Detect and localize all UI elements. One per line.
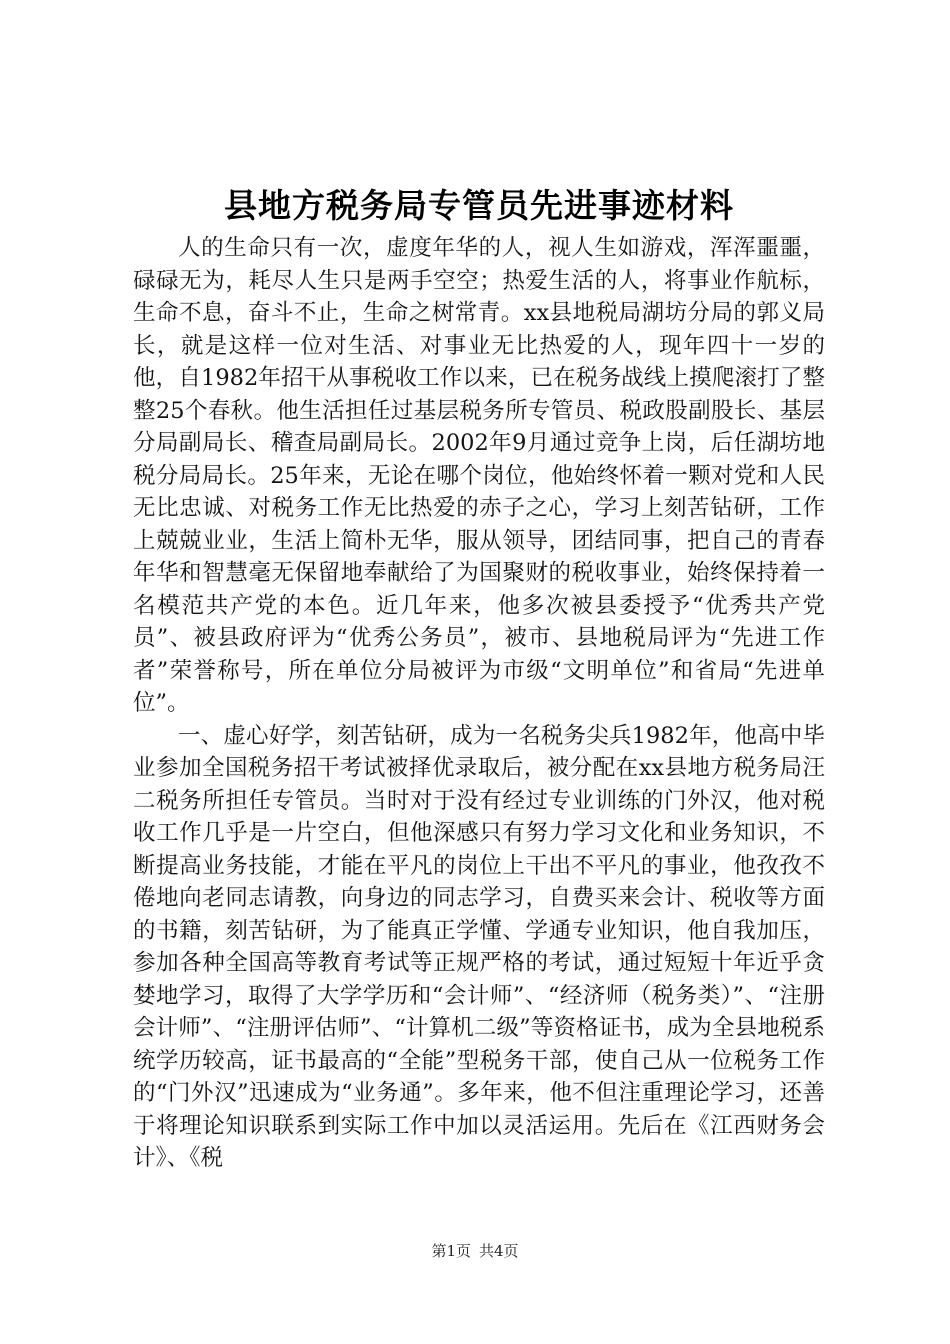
document-body	[133, 232, 825, 1175]
page-total: 共4页	[479, 1242, 519, 1260]
paragraph-intro: 人的生命只有一次，虚度年华的人，视人生如游戏，浑浑噩噩，碌碌无为，耗尽人生只是两手空空；热爱生活的人，将事业作航标，生命不息，奋斗不止，生命之树常青。xx县地税局湖坊分局的郭义局长，就是这样一位对生活、对事业无比热爱的人，现年四十一岁的他，自1982年招干从事税收工作以来，已在税务战线上摸爬滚打了整整25个春秋。他生活担任过基层税务所专管员、税政股副股长、基层分局副局长、稽查局副局长。2002年9月通过竞争上岗，后任湖坊地税分局局长。25年来，无论在哪个岗位，他始终怀着一颗对党和人民无比忠诚、对税务工作无比热爱的赤子之心，学习上刻苦钻研，工作上兢兢业业，生活上简朴无华，服从领导，团结同事，把自己的青春年华和智慧毫无保留地奉献给了为国聚财的税收事业，始终保持着一名模范共产党的本色。近几年来，他多次被县委授予“优秀共产党员”、被县政府评为“优秀公务员”，被市、县地税局评为“先进工作者”荣誉称号，所在单位分局被评为市级“文明单位”和省局“先进单位”。	[133, 235, 825, 716]
page-number: 第1页	[431, 1242, 471, 1260]
page-footer	[0, 1240, 950, 1262]
paragraph-section-one: 一、虚心好学，刻苦钻研，成为一名税务尖兵1982年，他高中毕业参加全国税务招干考试被择优录取后，被分配在xx县地方税务局汪二税务所担任专管员。当时对于没有经过专业训练的门外汉，他对税收工作几乎是一片空白，但他深感只有努力学习文化和业务知识，不断提高业务技能，才能在平凡的岗位上干出不平凡的事业，他孜孜不倦地向老同志请教，向身边的同志学习，自费买来会计、税收等方面的书籍，刻苦钻研，为了能真正学懂、学通专业知识，他自我加压，参加各种全国高等教育考试等正规严格的考试，通过短短十年近乎贪婪地学习，取得了大学学历和“会计师”、“经济师（税务类）”、“注册会计师”、“注册评估师”、“计算机二级”等资格证书，成为全县地税系统学历较高，证书最高的“全能”型税务干部，使自己从一位税务工作的“门外汉”迅速成为“业务通”。多年来，他不但注重理论学习，还善于将理论知识联系到实际工作中加以灵活运用。先后在《江西财务会计》、《税	[133, 722, 825, 1171]
document-title: 县地方税务局专管员先进事迹材料	[224, 186, 734, 225]
